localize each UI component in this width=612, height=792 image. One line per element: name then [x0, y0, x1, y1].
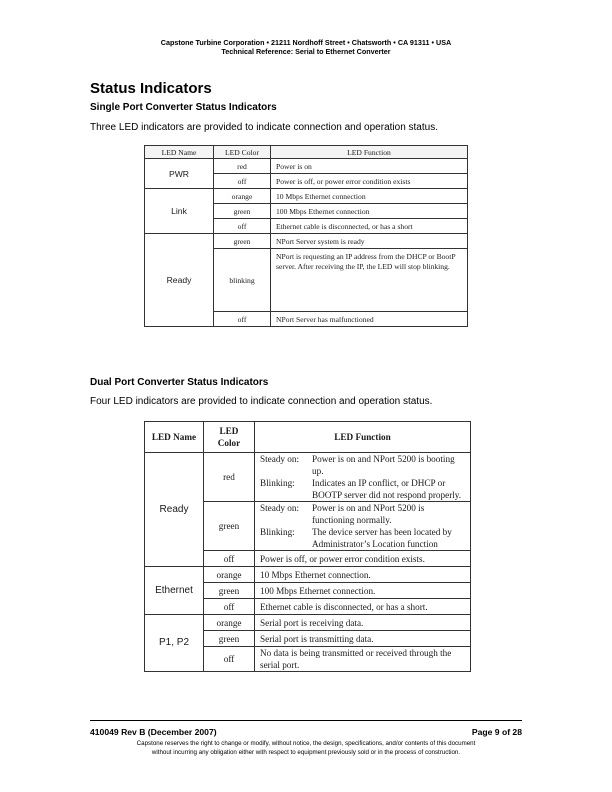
steady-label: Steady on:	[260, 503, 300, 513]
steady-label: Steady on:	[260, 454, 300, 464]
blink-text: The device server has been located by Administrator’s Location function	[312, 527, 452, 549]
led-color: green	[214, 234, 271, 249]
table-row	[145, 189, 468, 204]
led-color: off	[214, 219, 271, 234]
column-header: LED Color	[204, 422, 255, 453]
led-function: Power is off, or power error condition exists	[271, 174, 468, 189]
page-header	[0, 38, 612, 56]
led-name: Ready	[145, 453, 204, 567]
led-color: off	[204, 599, 255, 615]
single-port-intro: Three LED indicators are provided to indicate connection and operation status.	[90, 122, 438, 133]
led-function: 10 Mbps Ethernet connection	[271, 189, 468, 204]
single-port-led-table	[144, 145, 468, 327]
steady-line	[260, 453, 465, 477]
table-header-row	[145, 422, 471, 453]
blink-label: Blinking:	[260, 527, 295, 537]
led-name: Ethernet	[145, 567, 204, 615]
led-color: blinking	[214, 249, 271, 312]
led-color: off	[204, 647, 255, 672]
led-function: NPort Server system is ready	[271, 234, 468, 249]
column-header: LED Function	[255, 422, 471, 453]
led-name: Link	[145, 189, 214, 234]
section-title: Status Indicators	[90, 80, 212, 97]
footer-rule	[90, 720, 522, 721]
column-header: LED Name	[145, 422, 204, 453]
led-function: 10 Mbps Ethernet connection.	[255, 567, 471, 583]
blink-line	[260, 526, 465, 550]
footer-page-number: Page 9 of 28	[471, 727, 522, 737]
table-row	[145, 567, 471, 583]
table-row	[145, 453, 471, 502]
blink-label: Blinking:	[260, 478, 295, 488]
led-color: orange	[214, 189, 271, 204]
led-function: NPort Server has malfunctioned	[271, 312, 468, 327]
led-color: red	[204, 453, 255, 502]
dual-port-led-table	[144, 421, 471, 672]
blink-text: Indicates an IP conflict, or DHCP or BOOTP server did not respond properly.	[312, 478, 462, 500]
steady-text: Power is on and NPort 5200 is booting up.	[312, 454, 455, 476]
table-row	[145, 159, 468, 174]
led-color: off	[214, 174, 271, 189]
led-name: P1, P2	[145, 615, 204, 672]
footer-disclaimer	[0, 740, 612, 757]
table-row	[145, 615, 471, 631]
column-header: LED Function	[271, 146, 468, 159]
led-function: Serial port is transmitting data.	[255, 631, 471, 647]
led-function: 100 Mbps Ethernet connection.	[255, 583, 471, 599]
header-address: Capstone Turbine Corporation • 21211 Nordhoff Street • Chatsworth • CA 91311 • USA	[160, 38, 452, 47]
column-header: LED Color	[214, 146, 271, 159]
led-function: NPort is requesting an IP address from the DHCP or BootP server. After receiving the IP, the LED will stop blinking.	[271, 249, 468, 312]
led-function: Power is off, or power error condition exists.	[255, 551, 471, 567]
led-color: green	[204, 631, 255, 647]
footer-disclaimer-line: without incurring any obligation either with respect to equipment previously sold or in the process of construction.	[151, 748, 461, 756]
led-color: orange	[204, 567, 255, 583]
led-function	[255, 453, 471, 502]
steady-line	[260, 502, 465, 526]
table-row	[145, 234, 468, 249]
led-name: Ready	[145, 234, 214, 327]
led-color: green	[204, 583, 255, 599]
led-color: off	[214, 312, 271, 327]
column-header: LED Name	[145, 146, 214, 159]
footer-doc-id: 410049 Rev B (December 2007)	[90, 727, 217, 737]
single-port-heading: Single Port Converter Status Indicators	[90, 102, 277, 113]
led-function: 100 Mbps Ethernet connection	[271, 204, 468, 219]
led-name: PWR	[145, 159, 214, 189]
header-doc-title: Technical Reference: Serial to Ethernet Converter	[221, 47, 391, 56]
led-color: off	[204, 551, 255, 567]
led-color: red	[214, 159, 271, 174]
led-function: No data is being transmitted or received through the serial port.	[255, 647, 471, 672]
led-color: orange	[204, 615, 255, 631]
dual-port-heading: Dual Port Converter Status Indicators	[90, 377, 269, 388]
led-function: Ethernet cable is disconnected, or has a short	[271, 219, 468, 234]
footer-disclaimer-line: Capstone reserves the right to change or modify, without notice, the design, specifications, and/or contents of this document	[136, 740, 476, 747]
led-function: Ethernet cable is disconnected, or has a short.	[255, 599, 471, 615]
table-header-row	[145, 146, 468, 159]
led-color: green	[214, 204, 271, 219]
led-function: Power is on	[271, 159, 468, 174]
led-function: Serial port is receiving data.	[255, 615, 471, 631]
led-color: green	[204, 502, 255, 551]
led-function	[255, 502, 471, 551]
dual-port-intro: Four LED indicators are provided to indicate connection and operation status.	[90, 396, 433, 407]
steady-text: Power is on and NPort 5200 is functioning normally.	[312, 503, 425, 525]
blink-line	[260, 477, 465, 501]
